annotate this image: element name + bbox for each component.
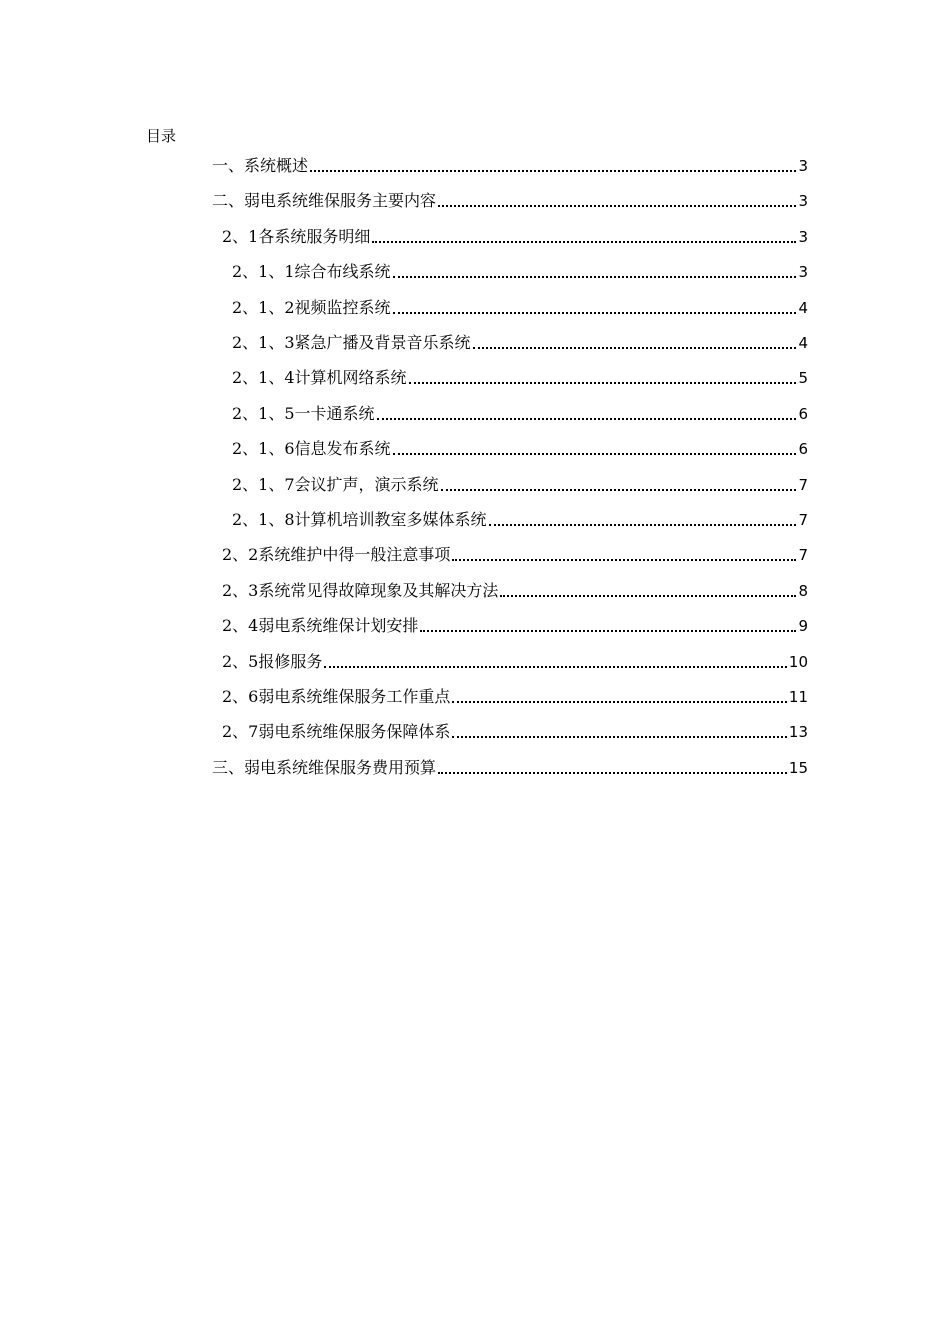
toc-dot-leader: [420, 630, 796, 632]
toc-entry-page-number: 3: [798, 157, 808, 175]
toc-entry-page-number: 7: [798, 475, 808, 494]
toc-dot-leader: [452, 559, 796, 561]
toc-entry-title: 2、1、4计算机网络系统: [232, 368, 407, 388]
toc-entry[interactable]: [222, 643, 808, 673]
toc-entry-title: 2、5报修服务: [222, 651, 323, 671]
toc-entry-title: 2、6弱电系统维保服务工作重点: [222, 687, 451, 706]
toc-dot-leader: [393, 453, 797, 455]
toc-entry-page-number: 11: [788, 688, 808, 706]
toc-entry-page-number: 3: [798, 192, 808, 211]
toc-entry-title: 2、1、8计算机培训教室多媒体系统: [232, 510, 487, 529]
toc-entry[interactable]: [222, 218, 808, 248]
toc-entry-title: 2、2系统维护中得一般注意事项: [222, 545, 451, 565]
toc-entry-title: 2、1、5一卡通系统: [232, 403, 375, 423]
toc-entry-page-number: 7: [798, 511, 808, 529]
toc-dot-leader: [377, 418, 797, 420]
toc-entry[interactable]: [212, 147, 808, 177]
toc-entry[interactable]: [212, 749, 808, 779]
toc-dot-leader: [438, 772, 787, 774]
toc-entry-page-number: 6: [798, 440, 808, 459]
toc-entry-page-number: 5: [798, 369, 808, 388]
toc-entry[interactable]: [232, 359, 808, 389]
toc-dot-leader: [393, 276, 797, 278]
toc-dot-leader: [409, 382, 797, 384]
toc-entry-title: 2、1、3紧急广播及背景音乐系统: [232, 333, 471, 352]
toc-entry[interactable]: [232, 289, 808, 319]
toc-entry-page-number: 9: [798, 617, 808, 636]
toc-dot-leader: [441, 489, 797, 491]
toc-dot-leader: [324, 666, 787, 668]
toc-entry-page-number: 6: [798, 404, 808, 423]
toc-dot-leader: [500, 595, 796, 597]
toc-entry-title: 二、弱电系统维保服务主要内容: [212, 191, 437, 211]
toc-entry[interactable]: [232, 253, 808, 283]
toc-entry-title: 三、弱电系统维保服务费用预算: [212, 757, 437, 777]
toc-entry-title: 2、1各系统服务明细: [222, 226, 371, 246]
toc-dot-leader: [310, 170, 796, 172]
toc-entry-title: 2、1、6信息发布系统: [232, 439, 391, 459]
toc-dot-leader: [393, 312, 797, 314]
toc-entry-title: 2、7弱电系统维保服务保障体系: [222, 722, 451, 742]
toc-dot-leader: [473, 347, 797, 349]
toc-entry[interactable]: [222, 678, 808, 708]
toc-dot-leader: [438, 205, 796, 207]
toc-entry-page-number: 10: [788, 652, 808, 671]
toc-dot-leader: [452, 736, 787, 738]
toc-entry[interactable]: [232, 466, 808, 496]
toc-entry-title: 2、3系统常见得故障现象及其解决方法: [222, 580, 499, 600]
toc-entry[interactable]: [232, 324, 808, 354]
toc-dot-leader: [372, 241, 796, 243]
toc-entry[interactable]: [232, 501, 808, 531]
toc-entry-title: 一、系统概述: [212, 156, 309, 175]
toc-entry[interactable]: [222, 536, 808, 566]
toc-dot-leader: [489, 524, 797, 526]
toc-entry-page-number: 3: [798, 263, 808, 282]
toc-entry-page-number: 4: [798, 298, 808, 317]
toc-entry-title: 2、4弱电系统维保计划安排: [222, 616, 419, 636]
toc-entry[interactable]: [212, 182, 808, 212]
toc-entry-title: 2、1、1综合布线系统: [232, 262, 391, 282]
toc-dot-leader: [452, 701, 787, 703]
toc-entry[interactable]: [232, 395, 808, 425]
toc-entry-page-number: 15: [788, 758, 808, 777]
toc-entry-title: 2、1、2视频监控系统: [232, 297, 391, 317]
toc-entry-page-number: 13: [788, 723, 808, 742]
toc-entry-page-number: 3: [798, 227, 808, 246]
toc-entry[interactable]: [222, 713, 808, 743]
toc-entry[interactable]: [232, 430, 808, 460]
toc-heading: 目录: [146, 127, 177, 145]
toc-entry-title: 2、1、7会议扩声，演示系统: [232, 474, 439, 494]
toc-entry[interactable]: [222, 572, 808, 602]
toc-entry-page-number: 8: [798, 581, 808, 600]
toc-entry[interactable]: [222, 607, 808, 637]
toc-entry-page-number: 7: [798, 546, 808, 565]
toc-entry-page-number: 4: [798, 334, 808, 352]
